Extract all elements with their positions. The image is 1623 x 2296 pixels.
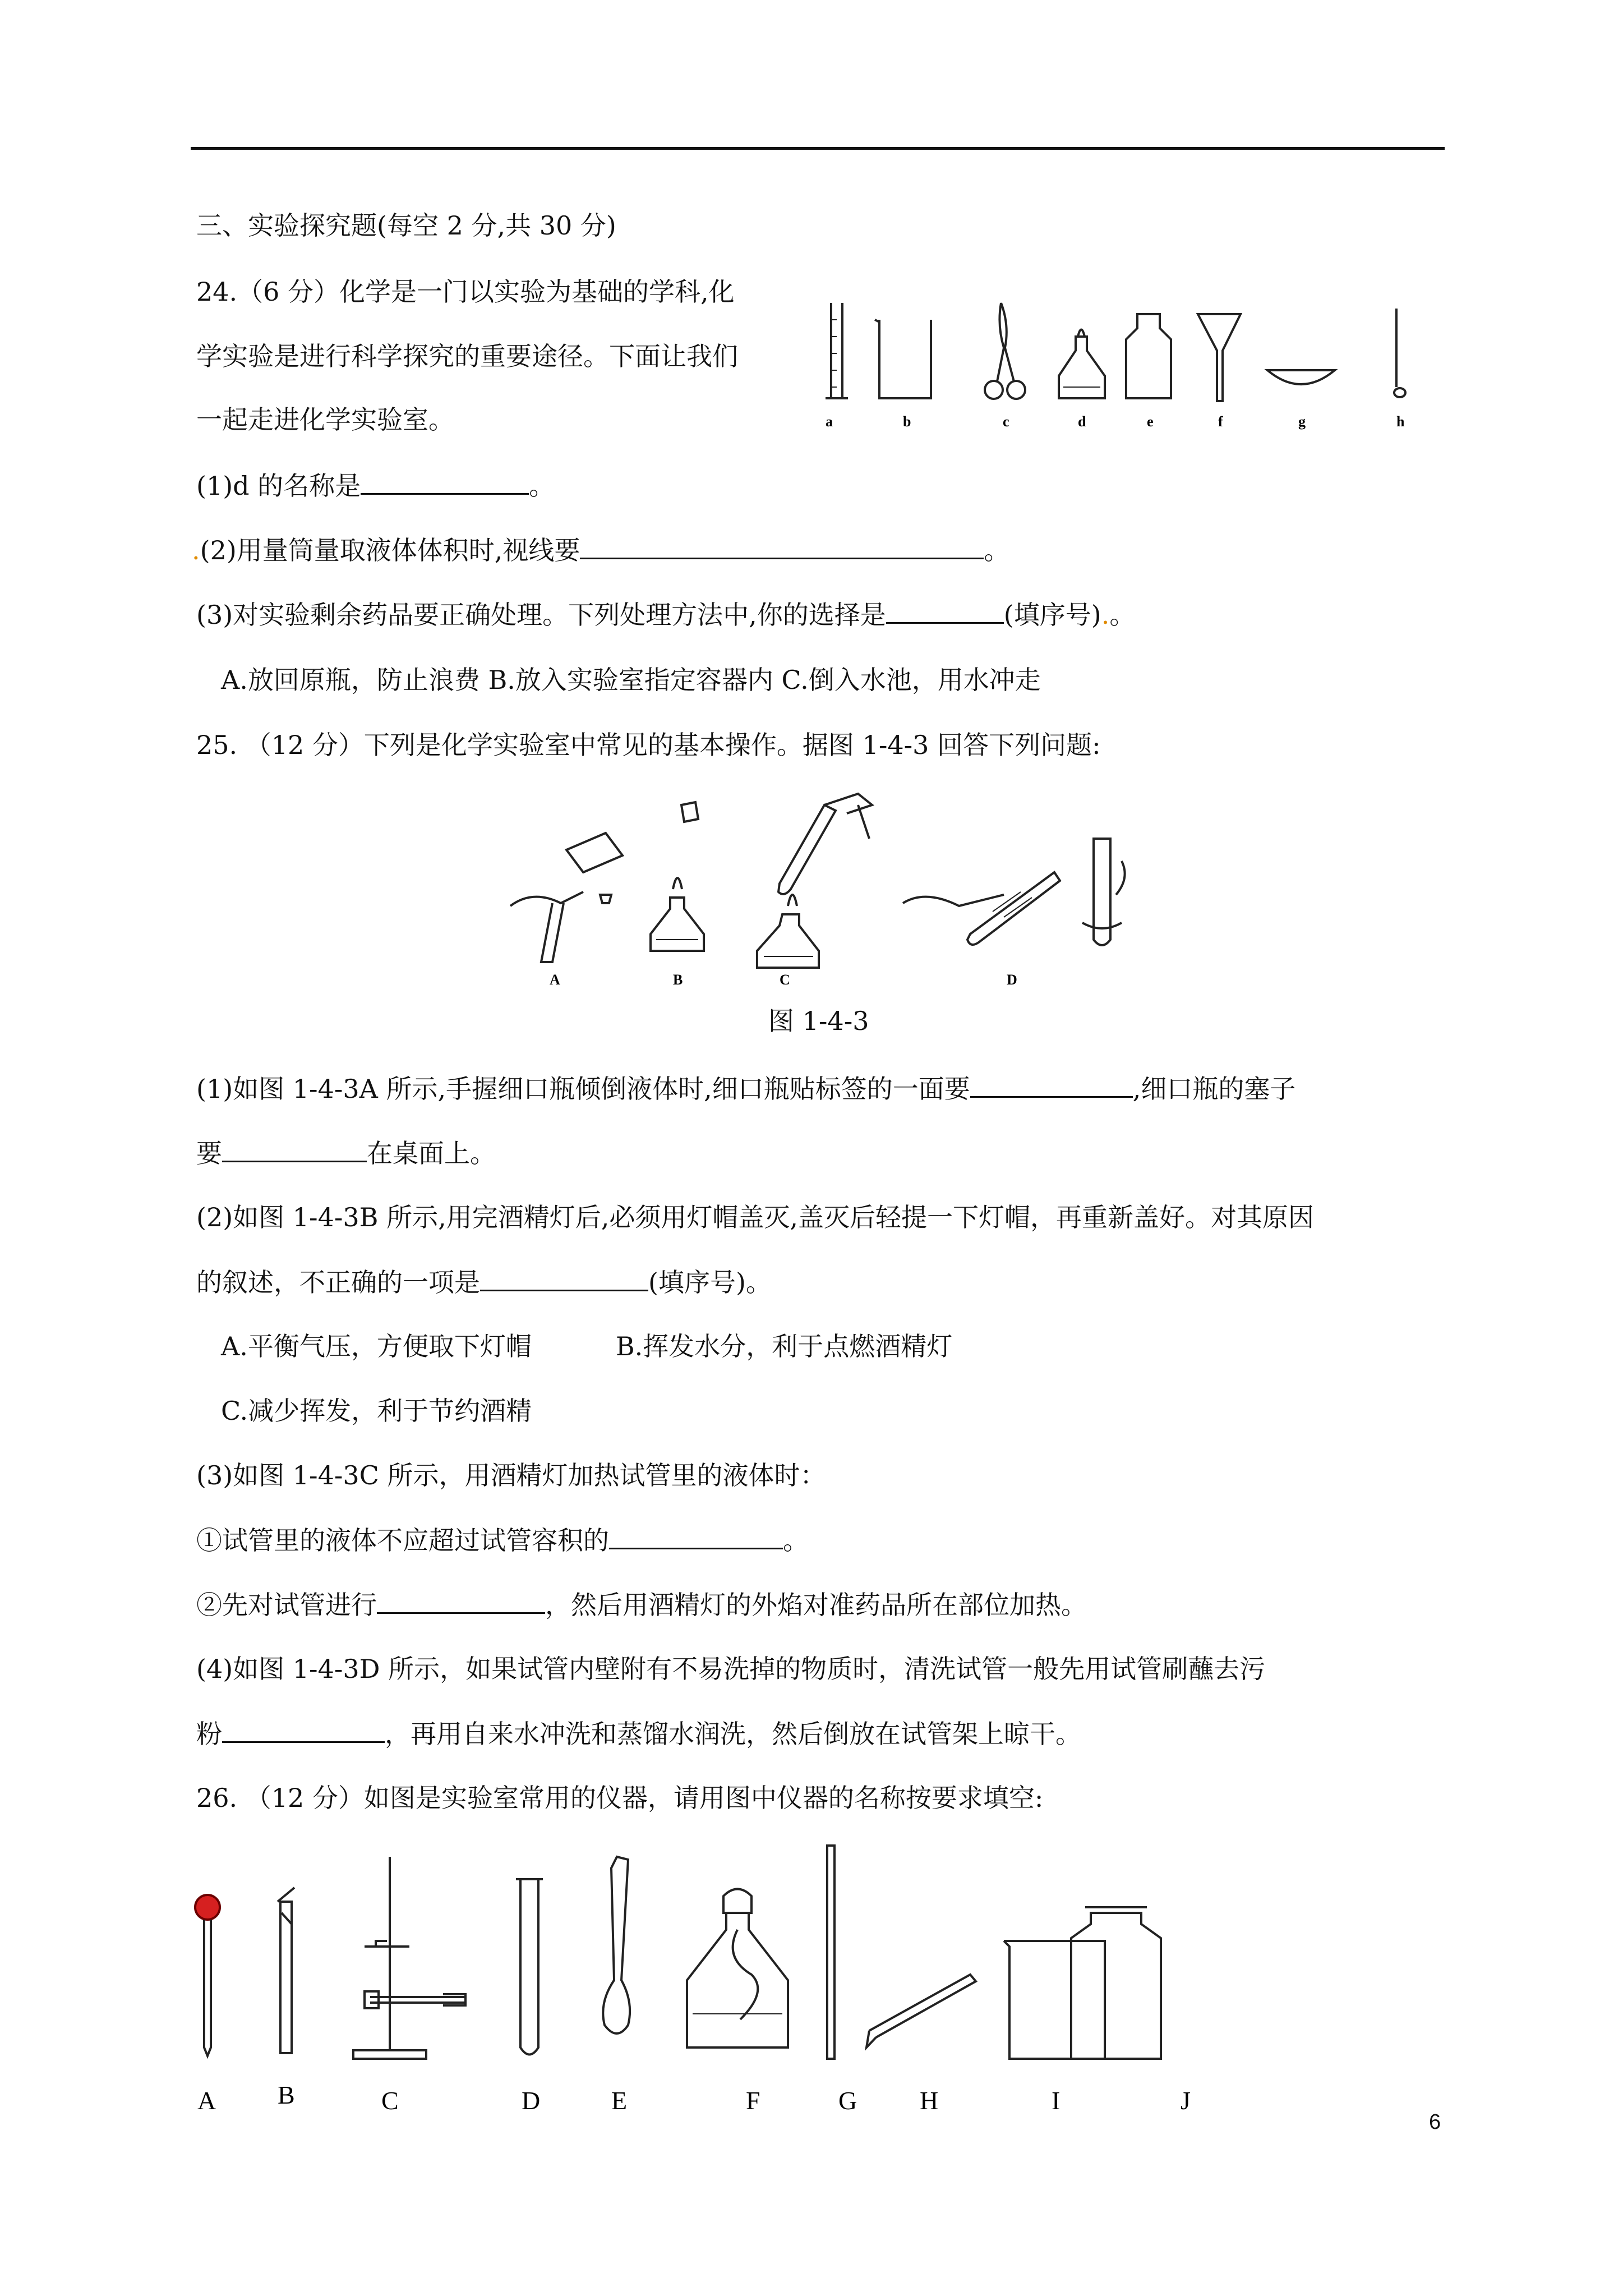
q25-part2-blank[interactable] [480,1265,648,1291]
q25-part2-text: 的叙述，不正确的一项是 [196,1267,480,1297]
stray-mark: . [1101,600,1110,630]
q24-part2-text: (2)用量筒量取液体体积时,视线要 [200,535,580,565]
q25-part3-a [196,1523,809,1557]
q26-label-i: I [1052,2086,1061,2115]
q25-part3-blank-b[interactable] [377,1588,545,1614]
q25-part1-mid: ,细口瓶的塞子 [1132,1074,1296,1104]
stray-mark: . [192,535,200,565]
q24-part3-text: (3)对实验剩余药品要正确处理。下列处理方法中,你的选择是 [196,600,886,630]
section-title: 三、实验探究题(每空 2 分,共 30 分) [196,210,616,241]
q25-part1b-text: 要 [196,1138,222,1168]
q24-part1-blank[interactable] [361,468,529,495]
q25-part1b-end: 在桌面上。 [367,1138,496,1168]
q24-label-e: e [1147,413,1154,430]
q24-apparatus-figure [819,297,1447,432]
q25-part3-a-end: 。 [783,1525,809,1556]
q24-part3-hint: (填序号) [1003,600,1101,630]
q25-part2-options-ab [221,1329,952,1363]
q25-part1-blank-a[interactable] [970,1071,1133,1098]
q25-part2-line1: (2)如图 1-4-3B 所示,用完酒精灯后,必须用灯帽盖灭,盖灭后轻提一下灯帽，再重新盖好。对其原因 [196,1202,1314,1232]
q26-label-f: F [746,2086,760,2115]
q26-label-b: B [278,2081,295,2109]
q24-part3 [196,597,1135,632]
q25-part2-hint: (填序号)。 [648,1267,772,1297]
q25-option-c: C.减少挥发，利于节约酒精 [221,1396,532,1426]
q25-part3-b-text: ②先对试管进行 [196,1590,377,1620]
q26-apparatus-figure [185,1834,1307,2115]
q24-label-b: b [903,413,911,430]
q25-part3-b [196,1588,1087,1622]
q26-label-c: C [381,2086,399,2115]
figure-caption: 图 1-4-3 [768,1006,869,1036]
q24-options: A.放回原瓶，防止浪费 B.放入实验室指定容器内 C.倒入水池，用水冲走 [221,665,1041,695]
q26-line1: 26. （12 分）如图是实验室常用的仪器，请用图中仪器的名称按要求填空: [196,1783,1044,1813]
q25-option-a: A.平衡气压，方便取下灯帽 [221,1331,532,1361]
q26-label-j: J [1181,2086,1191,2115]
q24-label-d: d [1078,413,1086,430]
q25-part4-line1: (4)如图 1-4-3D 所示，如果试管内壁附有不易洗掉的物质时，清洗试管一般先用试管刷蘸去污 [196,1654,1266,1684]
q25-label-b: B [673,972,683,984]
q24-line1: 24.（6 分）化学是一门以实验为基础的学科,化 [196,277,735,307]
header-rule [191,147,1445,150]
q25-part3-blank-a[interactable] [609,1523,783,1549]
q26-label-a: A [197,2086,216,2115]
q24-part3-blank[interactable] [886,597,1004,624]
q24-line3: 一起走进化学实验室。 [196,404,454,435]
q25-label-d: D [1007,972,1017,984]
q24-label-c: c [1003,413,1009,430]
q26-label-h: H [920,2086,939,2115]
q25-label-a: A [550,972,560,984]
q24-part2-end: 。 [984,535,1010,565]
q25-part3-line: (3)如图 1-4-3C 所示，用酒精灯加热试管里的液体时： [196,1460,826,1490]
q25-part4-blank[interactable] [222,1717,385,1743]
q25-part1-blank-b[interactable] [222,1136,367,1162]
q25-part4-end: ，再用自来水冲洗和蒸馏水润洗，然后倒放在试管架上晾干。 [385,1719,1081,1749]
q24-part2 [192,533,1009,567]
q24-part1 [196,468,555,503]
q25-line1: 25. （12 分）下列是化学实验室中常见的基本操作。据图 1-4-3 回答下列问题: [196,730,1101,760]
q26-label-e: E [611,2086,628,2115]
q24-label-a: a [826,413,833,430]
q24-part3-end: 。 [1109,600,1136,630]
q26-label-g: G [838,2086,857,2115]
q25-option-b: B.挥发水分，利于点燃酒精灯 [615,1331,953,1361]
q25-part3-b-end: ，然后用酒精灯的外焰对准药品所在部位加热。 [545,1590,1087,1620]
q25-part4-line2 [196,1717,1081,1751]
page-number: 6 [1429,2110,1441,2134]
q25-part1 [196,1071,1295,1106]
q25-part3-a-text: ①试管里的液体不应超过试管容积的 [196,1525,609,1556]
q26-label-d: D [522,2086,541,2115]
q24-part1-end: 。 [529,471,555,501]
q24-label-g: g [1298,413,1306,430]
q25-part1b [196,1136,496,1170]
q25-part4-text: 粉 [196,1719,222,1749]
q25-part1-text: (1)如图 1-4-3A 所示,手握细口瓶倾倒液体时,细口瓶贴标签的一面要 [196,1074,970,1104]
q24-label-h: h [1396,413,1405,430]
q24-part2-blank[interactable] [580,533,984,559]
q24-label-f: f [1218,413,1223,430]
q24-line2: 学实验是进行科学探究的重要途径。下面让我们 [196,341,738,371]
q25-label-c: C [780,972,790,984]
q25-part2-line2 [196,1265,772,1299]
q25-operations-figure [499,783,1138,984]
q24-part1-text: (1)d 的名称是 [196,471,361,501]
